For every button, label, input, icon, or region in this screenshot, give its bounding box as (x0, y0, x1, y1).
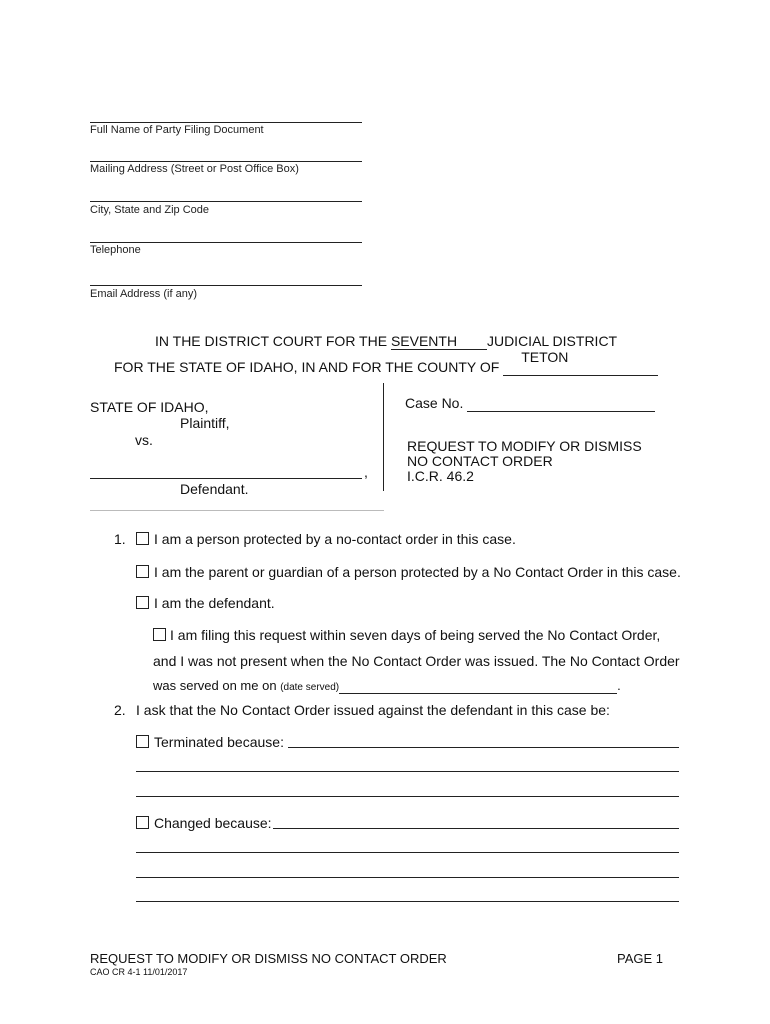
footer-title: REQUEST TO MODIFY OR DISMISS NO CONTACT ORDER (90, 951, 447, 966)
page-number: PAGE 1 (617, 951, 664, 966)
document-rule-citation: I.C.R. 46.2 (407, 468, 474, 484)
versus-label: vs. (135, 432, 153, 448)
mailing-address-field[interactable] (90, 161, 362, 162)
telephone-label: Telephone (90, 244, 141, 256)
case-number-label: Case No. (405, 395, 464, 411)
mailing-address-label: Mailing Address (Street or Post Office Box) (90, 163, 299, 175)
changed-reason-line-2[interactable] (136, 852, 679, 853)
city-state-zip-label: City, State and Zip Code (90, 204, 210, 216)
caption-divider (383, 383, 384, 491)
date-served-period: . (617, 678, 621, 693)
caption-bottom-rule (90, 510, 384, 511)
changed-reason-line-3[interactable] (136, 877, 679, 878)
case-number-field[interactable] (467, 395, 655, 412)
changed-checkbox[interactable] (136, 816, 149, 829)
defendant-label: Defendant. (180, 481, 249, 497)
court-heading-line-1 (155, 333, 617, 350)
changed-label: Changed because: (154, 815, 272, 831)
email-field[interactable] (90, 285, 362, 286)
full-name-field[interactable] (90, 122, 362, 123)
case-number-row (405, 395, 655, 412)
seven-days-checkbox[interactable] (153, 628, 166, 641)
defendant-option-label: I am the defendant. (154, 595, 275, 611)
terminated-checkbox[interactable] (136, 735, 149, 748)
defendant-comma: , (364, 464, 368, 480)
date-served-field[interactable] (339, 678, 617, 694)
defendant-name-field[interactable] (90, 478, 362, 479)
terminated-reason-line-2[interactable] (136, 771, 679, 772)
full-name-label: Full Name of Party Filing Document (90, 124, 264, 136)
date-served-row (153, 678, 621, 694)
plaintiff-label: Plaintiff, (180, 415, 230, 431)
served-on-text: was served on me on (153, 678, 277, 693)
document-title-line-2: NO CONTACT ORDER (407, 453, 553, 469)
court-heading-line-2 (114, 349, 658, 375)
plaintiff-name: STATE OF IDAHO, (90, 399, 209, 415)
item-2-number: 2. (114, 702, 126, 718)
county-field[interactable] (503, 349, 658, 376)
parent-guardian-label: I am the parent or guardian of a person protected by a No Contact Order in this case. (154, 564, 681, 580)
parent-guardian-checkbox[interactable] (136, 565, 149, 578)
date-served-label: (date served) (280, 682, 340, 693)
protected-person-label: I am a person protected by a no-contact order in this case. (154, 531, 516, 547)
seven-days-label: I am filing this request within seven days of being served the No Contact Order, (170, 627, 661, 643)
terminated-reason-line-3[interactable] (136, 796, 679, 797)
document-title-line-1: REQUEST TO MODIFY OR DISMISS (407, 438, 642, 454)
court-line2-prefix: FOR THE STATE OF IDAHO, IN AND FOR THE COUNTY OF (114, 359, 500, 375)
form-code: CAO CR 4-1 11/01/2017 (90, 967, 188, 977)
changed-reason-line-1[interactable] (273, 828, 679, 829)
not-present-text: and I was not present when the No Contact Order was issued. The No Contact Order (153, 653, 680, 669)
terminated-reason-line-1[interactable] (288, 747, 679, 748)
protected-person-checkbox[interactable] (136, 532, 149, 545)
telephone-field[interactable] (90, 242, 362, 243)
item-2-text: I ask that the No Contact Order issued against the defendant in this case be: (136, 702, 610, 718)
court-line1-suffix: JUDICIAL DISTRICT (486, 333, 618, 349)
changed-reason-line-4[interactable] (136, 901, 679, 902)
court-line1-prefix: IN THE DISTRICT COURT FOR THE (155, 333, 388, 349)
county-value: TETON (521, 349, 569, 365)
defendant-checkbox[interactable] (136, 596, 149, 609)
district-value: SEVENTH (390, 333, 458, 349)
email-label: Email Address (if any) (90, 288, 197, 300)
terminated-label: Terminated because: (154, 734, 284, 750)
city-state-zip-field[interactable] (90, 201, 362, 202)
district-field[interactable] (391, 333, 487, 350)
item-1-number: 1. (114, 531, 126, 547)
